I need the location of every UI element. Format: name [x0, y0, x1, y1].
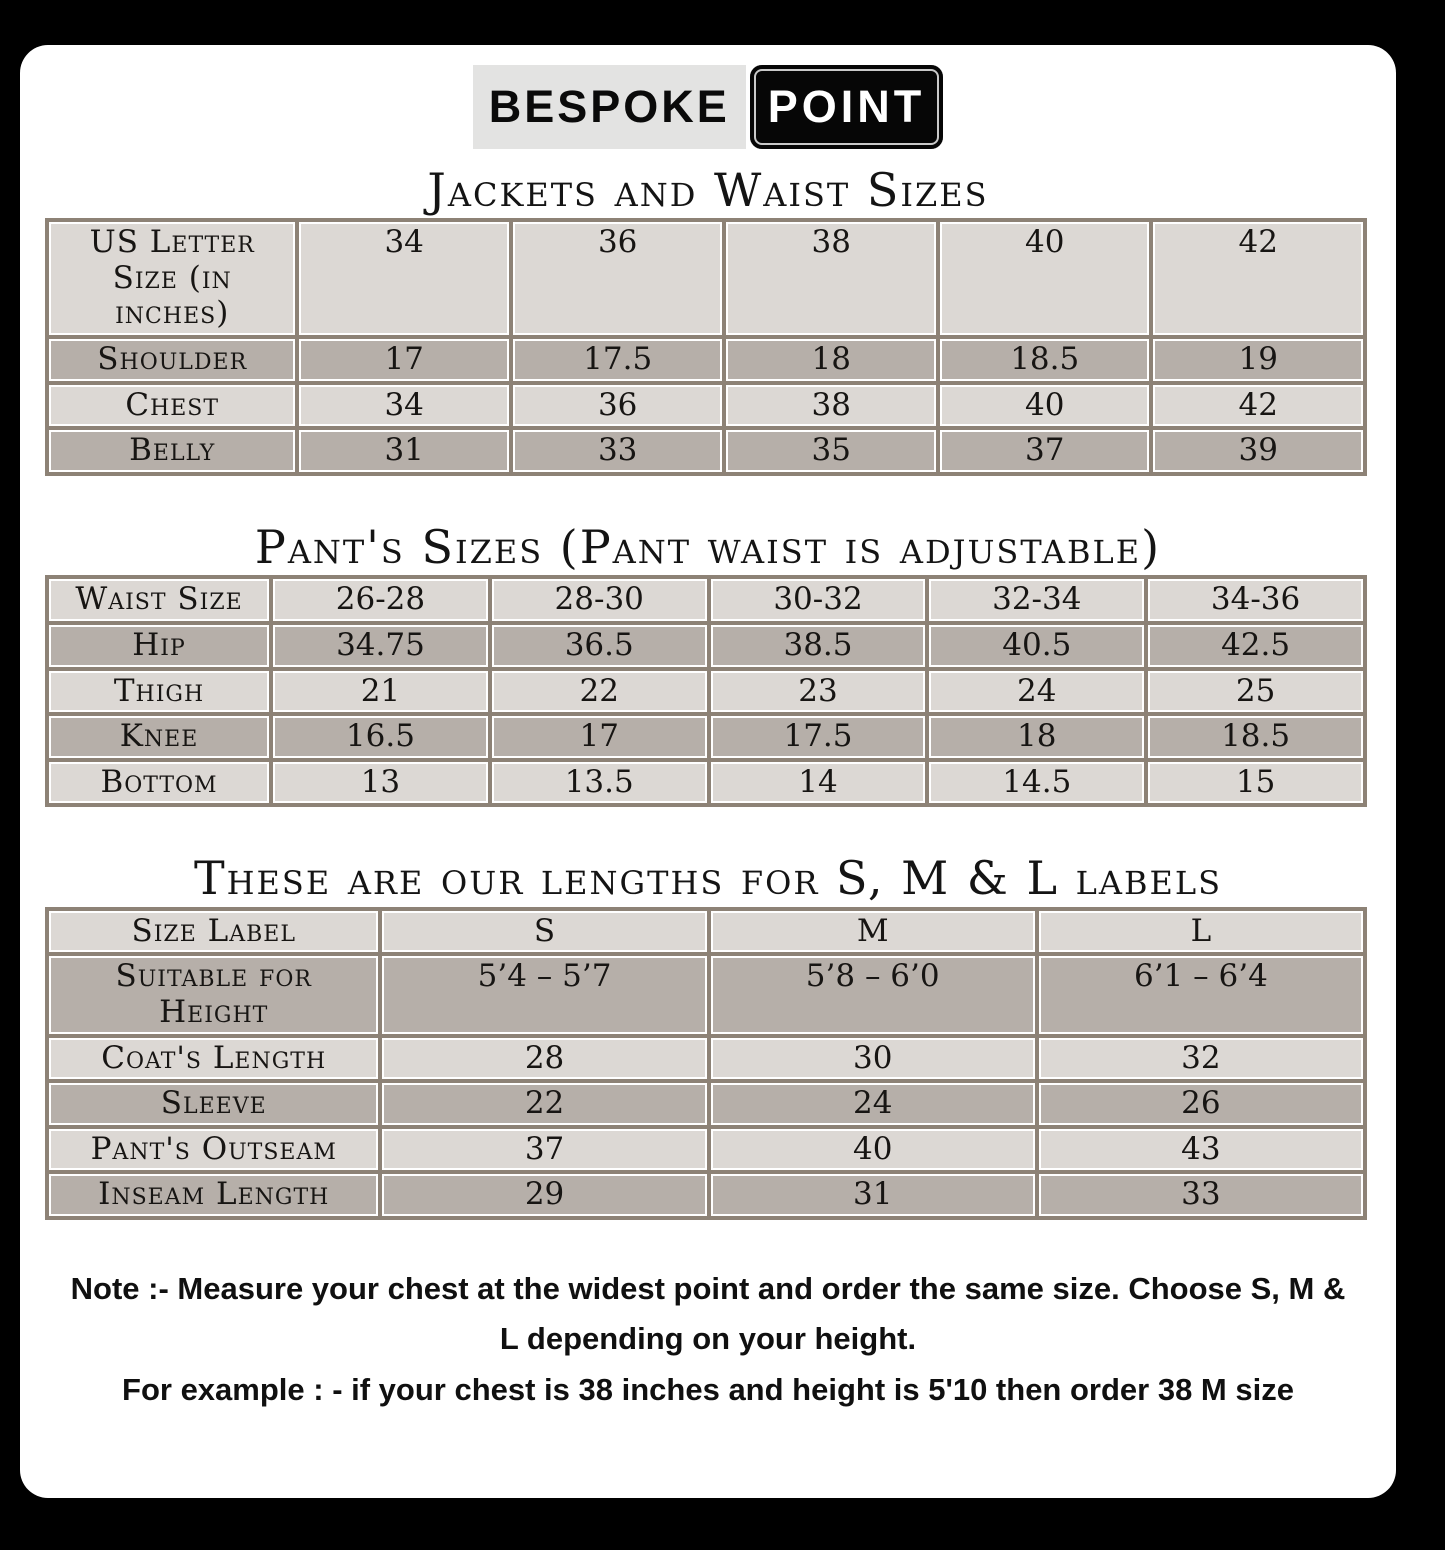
row-label-cell: Size Label: [47, 909, 380, 955]
lengths-size-table: [45, 907, 1367, 1220]
logo-bespoke-badge: BESPOKE: [473, 65, 746, 149]
size-cell: 33: [1037, 1172, 1365, 1218]
size-cell: 39: [1151, 428, 1365, 474]
size-cell: 38.5: [709, 623, 928, 669]
size-cell: 37: [380, 1127, 708, 1173]
size-cell: 32-34: [927, 577, 1146, 623]
table-row: [47, 909, 1365, 955]
note-block: [63, 1264, 1353, 1415]
size-cell: 21: [271, 669, 490, 715]
row-label-cell: Suitable for Height: [47, 954, 380, 1035]
size-cell: 42: [1151, 383, 1365, 429]
size-cell: M: [709, 909, 1037, 955]
table-row: [47, 428, 1365, 474]
brand-logo: [20, 65, 1396, 149]
size-cell: 13: [271, 760, 490, 806]
table-row: [47, 623, 1365, 669]
size-cell: 40: [938, 383, 1152, 429]
row-label-cell: Chest: [47, 383, 297, 429]
example-text: For example : - if your chest is 38 inches and height is 5'10 then order 38 M size: [122, 1371, 1294, 1407]
size-cell: 24: [709, 1081, 1037, 1127]
size-cell: 36.5: [490, 623, 709, 669]
size-cell: 42: [1151, 220, 1365, 337]
size-cell: 13.5: [490, 760, 709, 806]
size-cell: 33: [511, 428, 725, 474]
row-label-cell: US Letter Size (in inches): [47, 220, 297, 337]
row-label-cell: Coat's Length: [47, 1036, 380, 1082]
size-cell: 34.75: [271, 623, 490, 669]
table-row: [47, 1081, 1365, 1127]
size-cell: 31: [709, 1172, 1037, 1218]
size-cell: 24: [927, 669, 1146, 715]
size-cell: 14.5: [927, 760, 1146, 806]
size-cell: S: [380, 909, 708, 955]
logo-point-badge: POINT: [750, 65, 944, 149]
size-cell: 16.5: [271, 714, 490, 760]
size-cell: 15: [1146, 760, 1365, 806]
table-row: [47, 383, 1365, 429]
size-cell: 34-36: [1146, 577, 1365, 623]
section-title-pants: Pant's Sizes (Pant waist is adjustable): [254, 520, 1162, 575]
size-cell: 18.5: [1146, 714, 1365, 760]
table-row: [47, 760, 1365, 806]
size-cell: 26-28: [271, 577, 490, 623]
row-label-cell: Waist Size: [47, 577, 271, 623]
pants-size-table: [45, 575, 1367, 807]
size-cell: 18: [927, 714, 1146, 760]
size-cell: 6’1 – 6’4: [1037, 954, 1365, 1035]
row-label-cell: Knee: [47, 714, 271, 760]
size-cell: 19: [1151, 337, 1365, 383]
size-cell: 36: [511, 220, 725, 337]
size-cell: 29: [380, 1172, 708, 1218]
note-text: Note :- Measure your chest at the widest point and order the same size. Choose S, M & L depending on your height.: [70, 1271, 1346, 1357]
size-cell: 17.5: [709, 714, 928, 760]
size-cell: 40: [938, 220, 1152, 337]
size-cell: 28-30: [490, 577, 709, 623]
size-cell: 23: [709, 669, 928, 715]
size-cell: 17: [297, 337, 511, 383]
size-cell: 26: [1037, 1081, 1365, 1127]
size-cell: 5’8 – 6’0: [709, 954, 1037, 1035]
size-cell: 40.5: [927, 623, 1146, 669]
section-title-jackets: Jackets and Waist Sizes: [427, 163, 989, 217]
size-cell: 38: [724, 220, 938, 337]
table-row: [47, 1127, 1365, 1173]
table-row: [47, 220, 1365, 337]
row-label-cell: Pant's Outseam: [47, 1127, 380, 1173]
table-row: [47, 954, 1365, 1035]
size-cell: 35: [724, 428, 938, 474]
size-cell: 42.5: [1146, 623, 1365, 669]
size-cell: 43: [1037, 1127, 1365, 1173]
page-frame: [20, 45, 1396, 1498]
section-title-lengths: These are our lengths for S, M & L labels: [193, 851, 1223, 906]
row-label-cell: Sleeve: [47, 1081, 380, 1127]
size-cell: 22: [380, 1081, 708, 1127]
row-label-cell: Inseam Length: [47, 1172, 380, 1218]
row-label-cell: Shoulder: [47, 337, 297, 383]
size-cell: 36: [511, 383, 725, 429]
size-cell: 18.5: [938, 337, 1152, 383]
size-cell: 22: [490, 669, 709, 715]
row-label-cell: Hip: [47, 623, 271, 669]
size-cell: 5’4 – 5’7: [380, 954, 708, 1035]
table-row: [47, 337, 1365, 383]
size-cell: 25: [1146, 669, 1365, 715]
size-cell: 14: [709, 760, 928, 806]
row-label-cell: Belly: [47, 428, 297, 474]
table-row: [47, 1172, 1365, 1218]
size-cell: 30-32: [709, 577, 928, 623]
size-cell: 17.5: [511, 337, 725, 383]
size-cell: 17: [490, 714, 709, 760]
size-cell: 32: [1037, 1036, 1365, 1082]
size-cell: 31: [297, 428, 511, 474]
jackets-size-table: [45, 218, 1367, 476]
row-label-cell: Bottom: [47, 760, 271, 806]
size-cell: 34: [297, 383, 511, 429]
size-cell: 34: [297, 220, 511, 337]
size-cell: 38: [724, 383, 938, 429]
size-cell: L: [1037, 909, 1365, 955]
table-row: [47, 714, 1365, 760]
size-cell: 30: [709, 1036, 1037, 1082]
size-cell: 18: [724, 337, 938, 383]
size-cell: 37: [938, 428, 1152, 474]
size-cell: 28: [380, 1036, 708, 1082]
table-row: [47, 1036, 1365, 1082]
size-cell: 40: [709, 1127, 1037, 1173]
row-label-cell: Thigh: [47, 669, 271, 715]
table-row: [47, 669, 1365, 715]
table-row: [47, 577, 1365, 623]
